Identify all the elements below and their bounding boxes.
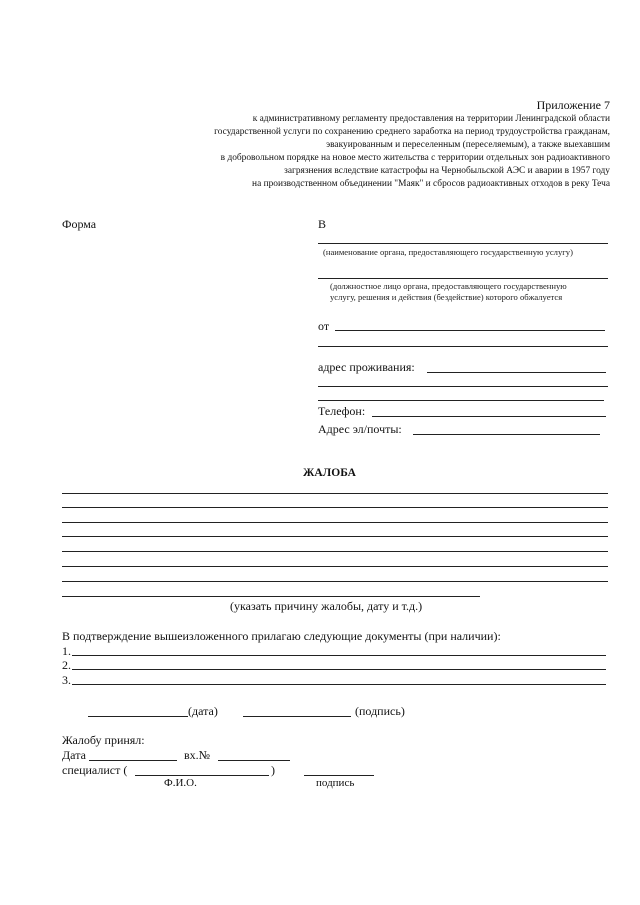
incoming-number-line[interactable] [218, 760, 290, 761]
document-number: 3. [62, 673, 71, 687]
appendix-line: эвакуированным и переселенным (переселяемым), а также выехавшим [326, 140, 610, 150]
addressee-to: В [318, 217, 327, 231]
complaint-hint: (указать причину жалобы, дату и т.д.) [230, 599, 423, 613]
from-line-2[interactable] [318, 346, 608, 347]
address-label: адрес проживания: [318, 360, 415, 374]
email-label: Адрес эл/почты: [318, 422, 402, 436]
appendix-title: Приложение 7 [536, 98, 610, 112]
official-caption-2: услугу, решения и действия (бездействие) которого обжалуется [330, 292, 563, 302]
accepted-date-label: Дата [62, 748, 86, 762]
from-label: от [318, 319, 330, 333]
document-line[interactable] [72, 655, 606, 656]
address-line-2[interactable] [318, 386, 608, 387]
from-line[interactable] [335, 330, 605, 331]
official-line[interactable] [318, 278, 608, 279]
appendix-line: к административному регламенту предоставления на территории Ленинградской области [252, 114, 610, 124]
complaint-line[interactable] [62, 566, 608, 567]
accepted-title: Жалобу принял: [62, 733, 145, 747]
document-line[interactable] [72, 684, 606, 685]
complaint-title: ЖАЛОБА [303, 467, 356, 479]
complaint-line[interactable] [62, 493, 608, 494]
form-label: Форма [62, 217, 97, 231]
phone-line[interactable] [372, 416, 606, 417]
appendix-line: на производственном объединении "Маяк" и сбросов радиоактивных отходов в реку Теча [252, 179, 610, 189]
appendix-line: загрязнения вследствие катастрофы на Чернобыльской АЭС и аварии в 1957 году [284, 166, 610, 176]
accepted-date-line[interactable] [89, 760, 177, 761]
complaint-line[interactable] [62, 596, 480, 597]
complaint-line[interactable] [62, 536, 608, 537]
organ-caption: (наименование органа, предоставляющего государственную услугу) [323, 247, 573, 257]
official-caption-1: (должностное лицо органа, предоставляющего государственную [330, 281, 567, 291]
specialist-signature-line[interactable] [304, 775, 374, 776]
signature-caption: (подпись) [355, 704, 405, 718]
complaint-line[interactable] [62, 507, 608, 508]
appendix-line: в добровольном порядке на новое место жительства с территории отдельных зон радиоактивного [220, 153, 610, 163]
incoming-number-label: вх.№ [184, 748, 211, 762]
specialist-close-paren: ) [271, 763, 275, 777]
appendix-line: государственной услуги по сохранению среднего заработка на период трудоустройства гражданам, [214, 127, 610, 137]
complaint-line[interactable] [62, 551, 608, 552]
fio-caption: Ф.И.О. [164, 777, 197, 789]
document-number: 1. [62, 644, 71, 658]
signature-line[interactable] [243, 716, 351, 717]
specialist-signature-caption: подпись [316, 777, 355, 789]
complaint-line[interactable] [62, 581, 608, 582]
organ-name-line[interactable] [318, 243, 608, 244]
specialist-label: специалист ( [62, 763, 128, 777]
date-line[interactable] [88, 716, 188, 717]
complaint-line[interactable] [62, 522, 608, 523]
phone-label: Телефон: [318, 404, 366, 418]
address-line[interactable] [427, 372, 606, 373]
specialist-name-line[interactable] [135, 775, 269, 776]
address-line-3[interactable] [318, 400, 604, 401]
email-line[interactable] [413, 434, 600, 435]
documents-intro: В подтверждение вышеизложенного прилагаю следующие документы (при наличии): [62, 629, 501, 643]
document-number: 2. [62, 658, 71, 672]
document-line[interactable] [72, 669, 606, 670]
date-caption: (дата) [188, 704, 218, 718]
